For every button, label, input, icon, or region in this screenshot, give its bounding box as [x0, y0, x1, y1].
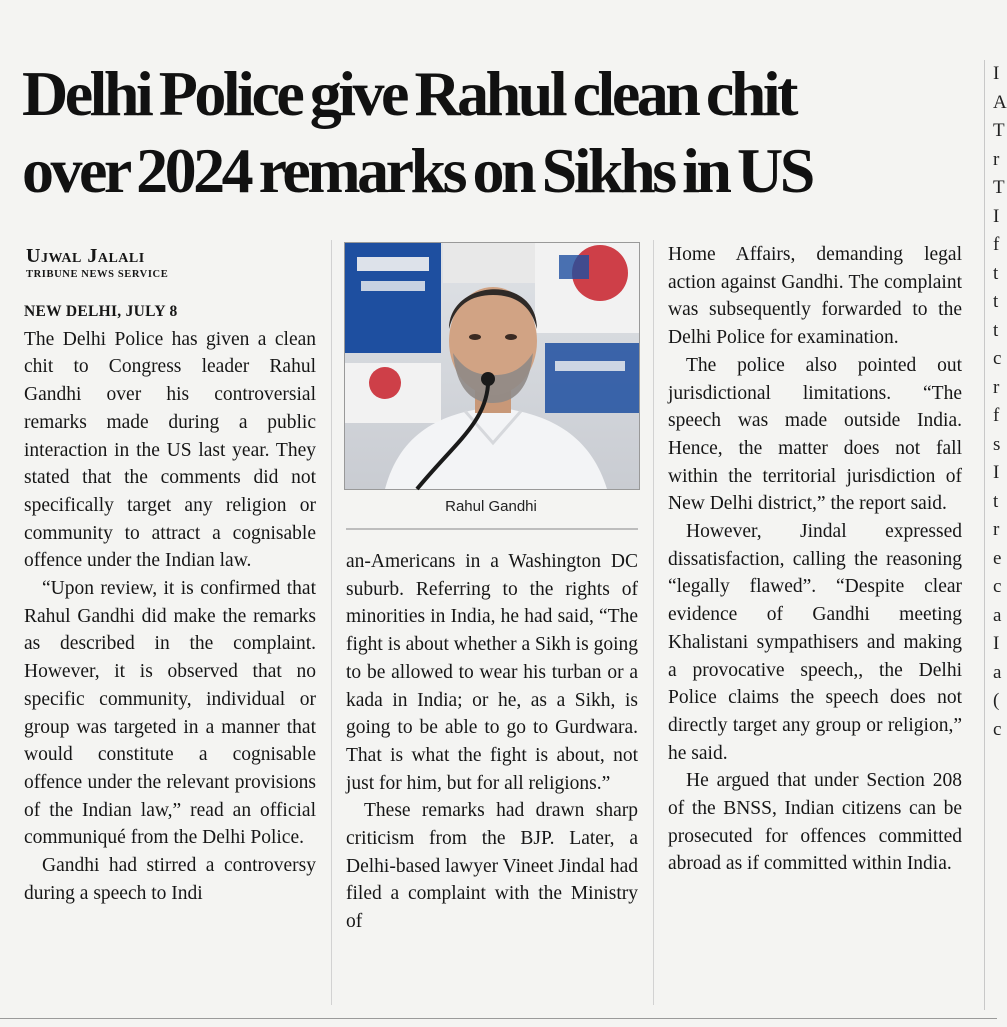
- adjacent-fragment: t: [993, 319, 999, 341]
- adjacent-fragment: a: [993, 661, 1002, 683]
- microphone: [481, 372, 495, 386]
- byline: [26, 244, 336, 282]
- byline-service: TRIBUNE NEWS SERVICE: [26, 269, 169, 280]
- adjacent-fragment: r: [993, 148, 1000, 170]
- adjacent-fragment: c: [993, 576, 1002, 597]
- byline-author: Ujwal Jalali: [26, 245, 145, 267]
- adjacent-fragment: t: [993, 262, 999, 284]
- headline-line-1: Delhi Police give Rahul clean chit: [22, 58, 795, 129]
- adjacent-fragment: I: [993, 462, 1000, 483]
- adjacent-fragment: I: [993, 63, 1000, 84]
- photo-caption: Rahul Gandhi: [445, 498, 537, 515]
- headline: [22, 55, 962, 209]
- article-paragraph: an-Americans in a Washington DC suburb. Referring to the rights of minorities in India, he had said, “The fight is about whether a Sikh is going to be allowed to wear his turban or a kada in India; or he, as a Sikh, is going to be able to go to Gurdwara. That is what the fight is about, not just for him, but for all religions.”: [346, 551, 638, 794]
- adjacent-fragment: a: [993, 604, 1002, 626]
- adjacent-fragment: t: [993, 291, 999, 312]
- caption-rule: [346, 528, 638, 530]
- adjacent-fragment: e: [993, 547, 1002, 569]
- page-bottom-rule: [0, 1018, 997, 1019]
- adjacent-article-edge: [984, 60, 1007, 1010]
- adjacent-fragment: f: [993, 234, 1000, 255]
- column-divider: [653, 240, 654, 1005]
- article-paragraph: “Upon review, it is confirmed that Rahul Gandhi did make the remarks as described in the complaint. However, it is observed that no specific community, individual or group was targeted in a manner that would constitute a cognisable offence under the relevant provisions of the Indian law,” read an official communiqué from the Delhi Police.: [24, 578, 316, 849]
- article-paragraph: These remarks had drawn sharp criticism from the BJP. Later, a Delhi-based lawyer Vineet Jindal had filed a complaint with the Ministry of: [346, 800, 638, 933]
- adjacent-fragment: I: [993, 633, 1000, 654]
- adjacent-fragment: c: [993, 348, 1002, 369]
- column-divider: [331, 240, 332, 1005]
- adjacent-fragment: r: [993, 376, 1000, 398]
- article-paragraph: Gandhi had stirred a controversy during a speech to Indi: [24, 855, 316, 904]
- article-photo: [344, 242, 640, 490]
- article-column-1: [24, 298, 316, 907]
- adjacent-fragment: f: [993, 405, 1000, 426]
- headline-line-2: over 2024 remarks on Sikhs in US: [22, 135, 812, 206]
- adjacent-fragment: T: [993, 120, 1005, 141]
- adjacent-fragment: c: [993, 718, 1002, 740]
- adjacent-fragment: T: [993, 177, 1005, 198]
- article-column-2: [346, 548, 638, 936]
- adjacent-fragment: (: [993, 690, 1000, 711]
- article-paragraph: The police also pointed out jurisdictional limitations. “The speech was made outside India. Hence, the matter does not fall within the territorial jurisdiction of New Delhi district,” the report said.: [668, 354, 962, 515]
- adjacent-fragment: r: [993, 519, 1000, 540]
- dateline: NEW DELHI, JULY 8: [24, 303, 178, 320]
- rahul-gandhi-photo: [345, 243, 639, 489]
- article-column-3: [668, 241, 962, 878]
- article-paragraph: He argued that under Section 208 of the BNSS, Indian citizens can be prosecuted for offences committed abroad as if committed within India.: [668, 770, 962, 875]
- adjacent-fragment: t: [993, 490, 999, 512]
- adjacent-fragment: s: [993, 433, 1001, 455]
- article-paragraph: However, Jindal expressed dissatisfaction, calling the reasoning “legally flawed”. “Despite clear evidence of Gandhi meeting Khalistani sympathisers and making a provocative speech,, the Delhi Police claims the speech does not directly target any group or religion,” he said.: [668, 521, 962, 764]
- adjacent-fragment: I: [993, 205, 1000, 227]
- article-paragraph: The Delhi Police has given a clean chit to Congress leader Rahul Gandhi over his controversial remarks made during a public interaction in the US last year. They stated that the comments did not specifically target any religion or community to attract a cognisable offence under the Indian law.: [24, 328, 316, 572]
- adjacent-fragment: A: [993, 91, 1007, 113]
- article-paragraph: Home Affairs, demanding legal action against Gandhi. The complaint was subsequently forwarded to the Delhi Police for examination.: [668, 244, 962, 349]
